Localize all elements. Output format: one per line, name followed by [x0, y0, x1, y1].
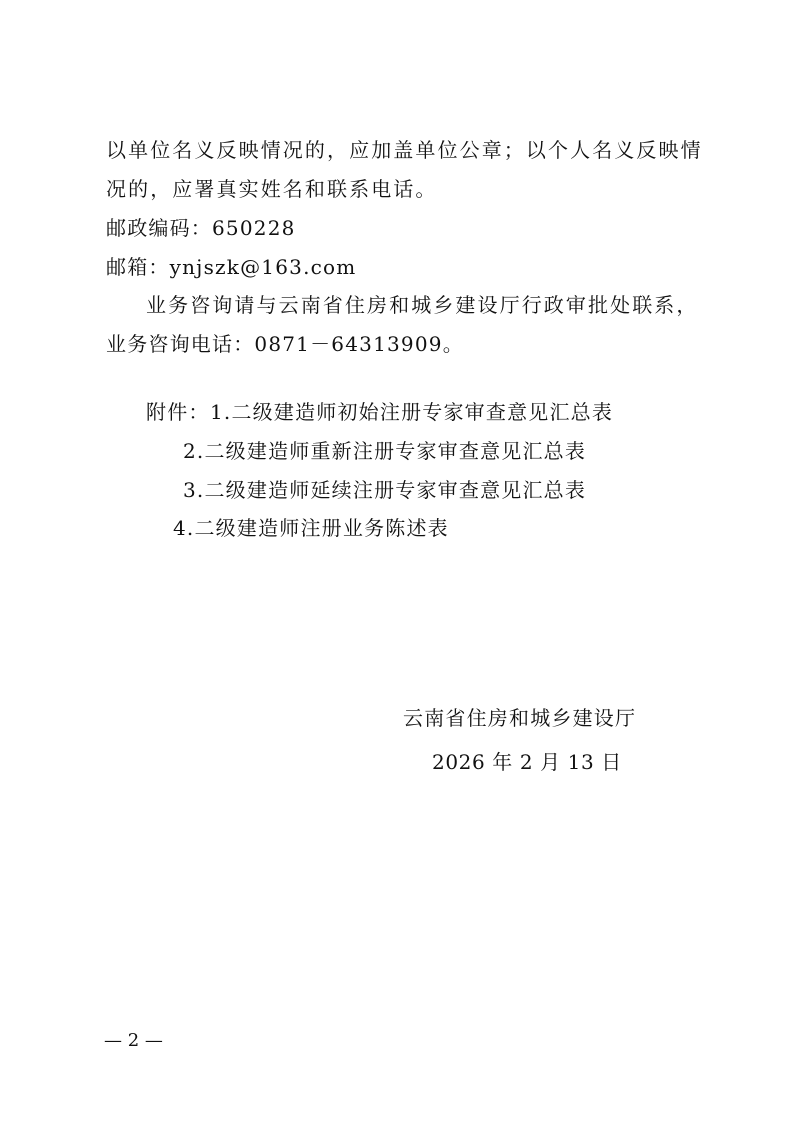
attachment-item: 3.二级建造师延续注册专家审查意见汇总表 [183, 478, 587, 502]
attachment-item: 2.二级建造师重新注册专家审查意见汇总表 [183, 439, 587, 463]
issue-date: 2026 年 2 月 13 日 [432, 750, 622, 774]
postcode-line: 邮政编码：650228 [106, 216, 296, 240]
issuing-authority: 云南省住房和城乡建设厅 [403, 706, 637, 730]
body-text-line: 况的，应署真实姓名和联系电话。 [106, 177, 438, 201]
email-line: 邮箱：ynjszk@163.com [106, 255, 357, 279]
consult-phone-line: 业务咨询电话：0871－64313909。 [106, 332, 464, 356]
body-text-line: 以单位名义反映情况的，应加盖单位公章；以个人名义反映情 [106, 138, 703, 162]
consult-line: 业务咨询请与云南省住房和城乡建设厅行政审批处联系， [146, 293, 699, 317]
attachment-item: 4.二级建造师注册业务陈述表 [173, 516, 449, 540]
attachment-item: 1.二级建造师初始注册专家审查意见汇总表 [210, 400, 614, 424]
attachments-heading: 附件： [146, 400, 210, 424]
page-number: — 2 — [104, 1030, 163, 1051]
